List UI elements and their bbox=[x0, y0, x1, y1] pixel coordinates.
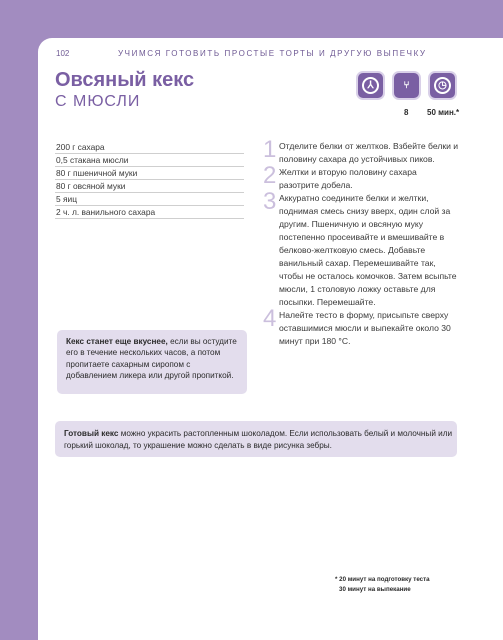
footnote bbox=[335, 575, 430, 595]
servings-value: 8 bbox=[404, 108, 409, 117]
note-body: можно украсить растопленным шоколадом. Если использовать белый и молочный или горький шоколад, то украшение можно сделать в виде рисунка зебры. bbox=[64, 429, 453, 450]
tip-box bbox=[57, 330, 247, 394]
step-number: 3 bbox=[263, 188, 277, 215]
tip-body: если вы остудите его в течение нескольких часов, а потом пропитаете сахарным сиропом с добавлением ликера или другой пропиткой. bbox=[66, 337, 237, 381]
step-text: Налейте тесто в форму, присыпьте сверху оставшимися мюсли и выпекайте около 30 минут при 180 °С. bbox=[279, 310, 451, 346]
recipe-page bbox=[38, 38, 503, 640]
servings-icon: ⑂ bbox=[403, 80, 410, 91]
step-item bbox=[263, 188, 459, 309]
step-text: Желтки и вторую половину сахара разотрите добела. bbox=[279, 167, 417, 190]
note-box bbox=[55, 421, 457, 457]
step-item bbox=[263, 305, 459, 348]
ingredient-item: 80 г овсяной муки bbox=[55, 180, 244, 193]
steps-list bbox=[263, 136, 459, 348]
difficulty-glyph: ⅄ bbox=[367, 80, 374, 91]
recipe-title: Овсяный кекс bbox=[55, 69, 195, 91]
ingredient-item: 80 г пшеничной муки bbox=[55, 167, 244, 180]
difficulty-badge bbox=[356, 71, 385, 100]
note-text bbox=[64, 428, 454, 451]
servings-badge bbox=[392, 71, 421, 100]
step-number: 1 bbox=[263, 136, 277, 163]
step-text: Отделите белки от желтков. Взбейте белки и половину сахара до устойчивых пиков. bbox=[279, 141, 459, 164]
footnote-line: * 20 минут на подготовку теста bbox=[335, 576, 430, 583]
ingredient-item: 2 ч. л. ванильного сахара bbox=[55, 206, 244, 219]
note-lead: Готовый кекс bbox=[64, 429, 119, 438]
ingredient-item: 5 яиц bbox=[55, 193, 244, 206]
ingredient-list bbox=[55, 141, 244, 219]
recipe-badges bbox=[356, 71, 496, 121]
recipe-subtitle: С МЮСЛИ bbox=[55, 93, 141, 110]
ingredient-item: 200 г сахара bbox=[55, 141, 244, 154]
tip-lead: Кекс станет еще вкуснее, bbox=[66, 337, 168, 346]
clock-glyph: ◷ bbox=[438, 80, 447, 91]
step-text: Аккуратно соедините белки и желтки, поднимая смесь снизу вверх, один слой за другим. Пшеничную и овсяную муку постепенно просеивайте и вмешивайте в белково-желтковую смесь. Добавьте ванильный сахар. Перемешивайте так, чтобы не осталось комочков. Затем всыпьте мюсли, 1 столовую ложку оставьте для посыпки. Перемешайте. bbox=[279, 193, 457, 307]
footnote-line: 30 минут на выпекание bbox=[339, 586, 411, 593]
step-item bbox=[263, 136, 459, 166]
time-badge bbox=[428, 71, 457, 100]
ingredient-item: 0,5 стакана мюсли bbox=[55, 154, 244, 167]
step-number: 2 bbox=[263, 162, 277, 189]
time-value: 50 мин.* bbox=[427, 108, 460, 117]
page-number: 102 bbox=[56, 49, 70, 58]
running-title: УЧИМСЯ ГОТОВИТЬ ПРОСТЫЕ ТОРТЫ И ДРУГУЮ ВЫПЕЧКУ bbox=[118, 49, 427, 58]
tip-text bbox=[66, 336, 241, 382]
step-number: 4 bbox=[263, 305, 277, 332]
step-item bbox=[263, 162, 459, 192]
